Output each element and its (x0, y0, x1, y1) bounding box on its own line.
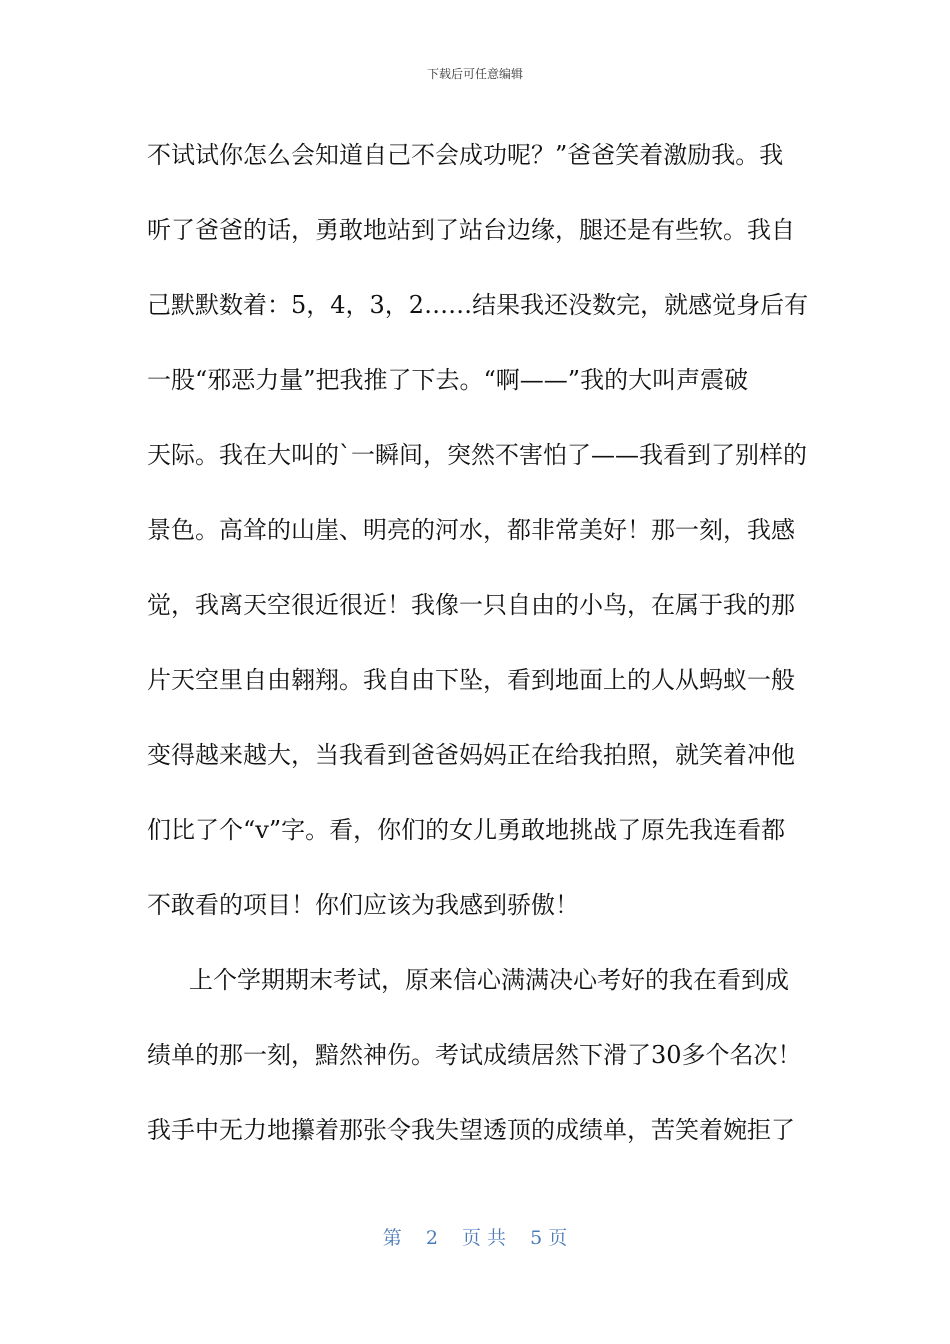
footer-middle: 页 共 (462, 1227, 507, 1249)
text-line: 们比了个“v”字。看，你们的女儿勇敢地挑战了原先我连看都 (147, 816, 786, 844)
text-line: 景色。高耸的山崖、明亮的河水，都非常美好！那一刻，我感 (147, 516, 795, 544)
text-line: 不试试你怎么会知道自己不会成功呢？”爸爸笑着激励我。我 (147, 141, 784, 169)
footer-current-page: 2 (425, 1227, 438, 1249)
text-line: 我手中无力地攥着那张令我失望透顶的成绩单，苦笑着婉拒了 (147, 1116, 795, 1144)
text-line: 变得越来越大，当我看到爸爸妈妈正在给我拍照，就笑着冲他 (147, 741, 795, 769)
document-body (147, 118, 807, 1168)
text-line: 一股“邪恶力量”把我推了下去。“啊——”我的大叫声震破 (147, 366, 749, 394)
text-line: 己默默数着：5，4，3，2……结果我还没数完，就感觉身后有 (147, 291, 809, 319)
text-line: 听了爸爸的话，勇敢地站到了站台边缘，腿还是有些软。我自 (147, 216, 795, 244)
text-line: 觉，我离天空很近很近！我像一只自由的小鸟，在属于我的那 (147, 591, 795, 619)
text-line: 天际。我在大叫的`一瞬间，突然不害怕了——我看到了别样的 (147, 441, 807, 469)
text-line: 绩单的那一刻，黯然神伤。考试成绩居然下滑了30多个名次！ (147, 1041, 802, 1069)
footer-prefix: 第 (382, 1227, 402, 1249)
page-footer (0, 1225, 950, 1251)
text-line: 片天空里自由翱翔。我自由下坠，看到地面上的人从蚂蚁一般 (147, 666, 795, 694)
page-header: 下载后可任意编辑 (426, 67, 523, 81)
footer-suffix: 页 (548, 1227, 568, 1249)
paragraph-start-line: 上个学期期末考试，原来信心满满决心考好的我在看到成 (189, 966, 789, 994)
footer-total-pages: 5 (530, 1227, 543, 1249)
text-line: 不敢看的项目！你们应该为我感到骄傲！ (147, 891, 579, 919)
